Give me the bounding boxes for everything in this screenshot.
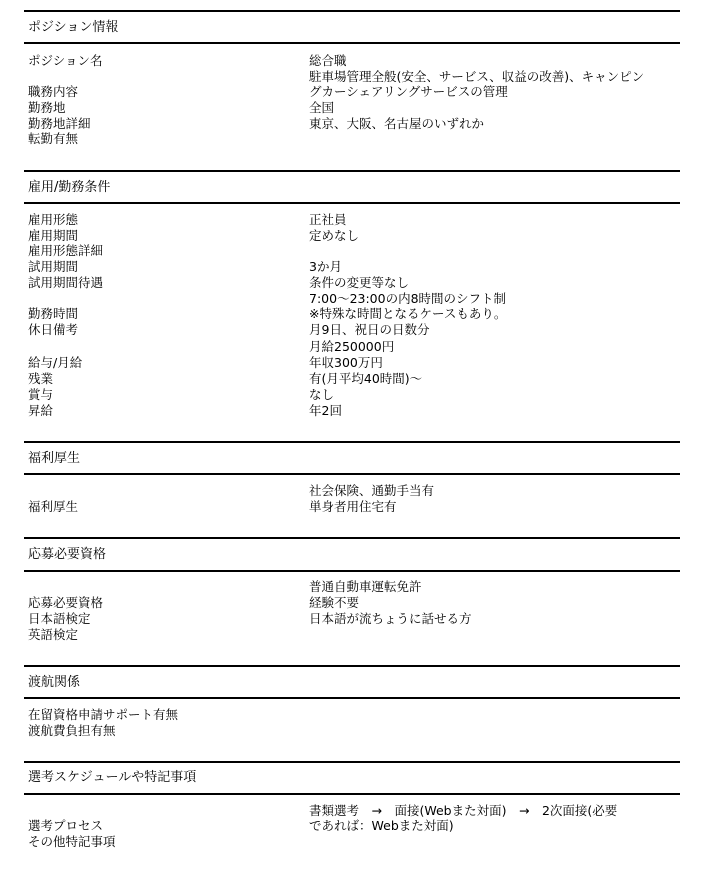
section-divider bbox=[24, 793, 680, 795]
label-work-hours: 勤務時間 bbox=[28, 306, 79, 321]
label-english-test: 英語検定 bbox=[28, 627, 79, 642]
label-employment-type-detail: 雇用形態詳細 bbox=[28, 243, 104, 258]
section-divider bbox=[24, 42, 680, 44]
label-employment-period: 雇用期間 bbox=[28, 228, 79, 243]
label-raise: 昇給 bbox=[28, 403, 54, 418]
section-title-employment: 雇用/勤務条件 bbox=[28, 180, 111, 195]
value-trial-period: 3か月 bbox=[309, 259, 342, 274]
section-divider bbox=[24, 761, 680, 763]
value-experience: 経験不要 bbox=[309, 595, 360, 610]
value-job-description-line2: グカーシェアリングサービスの管理 bbox=[309, 84, 508, 99]
section-title-travel: 渡航関係 bbox=[28, 675, 81, 690]
value-annual-salary: 年収300万円 bbox=[309, 355, 383, 370]
value-employment-type: 正社員 bbox=[309, 212, 347, 227]
value-position-name: 総合職 bbox=[309, 53, 347, 68]
value-holiday-notes: 月9日、祝日の日数分 bbox=[309, 322, 430, 337]
label-trial-treatment: 試用期間待遇 bbox=[28, 275, 104, 290]
section-title-requirements: 応募必要資格 bbox=[28, 547, 107, 562]
value-welfare-line2: 単身者用住宅有 bbox=[309, 499, 397, 514]
label-job-description: 職務内容 bbox=[28, 84, 79, 99]
value-welfare-line1: 社会保険、通勤手当有 bbox=[309, 483, 435, 498]
value-employment-period: 定めなし bbox=[309, 228, 360, 243]
value-raise: 年2回 bbox=[309, 403, 342, 418]
section-divider bbox=[24, 665, 680, 667]
value-bonus: なし bbox=[309, 387, 335, 402]
label-travel-cost: 渡航費負担有無 bbox=[28, 723, 116, 738]
value-work-location: 全国 bbox=[309, 100, 335, 115]
value-trial-treatment: 条件の変更等なし bbox=[309, 275, 410, 290]
section-divider bbox=[24, 441, 680, 443]
label-overtime: 残業 bbox=[28, 371, 54, 386]
section-divider bbox=[24, 570, 680, 572]
value-monthly-salary: 月給250000円 bbox=[309, 339, 395, 354]
label-transfer: 転勤有無 bbox=[28, 131, 79, 146]
section-divider bbox=[24, 697, 680, 699]
value-japanese-ability: 日本語が流ちょうに話せる方 bbox=[309, 611, 472, 626]
value-work-hours: 7:00〜23:00の内8時間のシフト制 bbox=[309, 291, 507, 306]
section-title-position: ポジション情報 bbox=[28, 20, 119, 35]
section-divider bbox=[24, 202, 680, 204]
value-overtime: 有(月平均40時間)〜 bbox=[309, 371, 423, 386]
label-selection-process: 選考プロセス bbox=[28, 818, 104, 833]
section-divider bbox=[24, 473, 680, 475]
label-trial-period: 試用期間 bbox=[28, 259, 79, 274]
value-job-description-line1: 駐車場管理全般(安全、サービス、収益の改善)、キャンピン bbox=[309, 69, 645, 84]
label-visa-support: 在留資格申請サポート有無 bbox=[28, 707, 179, 722]
value-work-hours-note: ※特殊な時間となるケースもあり。 bbox=[309, 306, 507, 321]
section-divider bbox=[24, 10, 680, 12]
label-salary: 給与/月給 bbox=[28, 355, 83, 370]
label-position-name: ポジション名 bbox=[28, 53, 103, 68]
label-japanese-test: 日本語検定 bbox=[28, 611, 91, 626]
section-title-selection: 選考スケジュールや特記事項 bbox=[28, 770, 197, 785]
value-selection-process-line1: 書類選考 → 面接(Webまた対面) → 2次面接(必要 bbox=[309, 803, 618, 818]
value-work-location-detail: 東京、大阪、名古屋のいずれか bbox=[309, 116, 485, 131]
section-title-welfare: 福利厚生 bbox=[28, 451, 81, 466]
label-work-location-detail: 勤務地詳細 bbox=[28, 116, 91, 131]
section-divider bbox=[24, 537, 680, 539]
label-required-qualifications: 応募必要資格 bbox=[28, 595, 104, 610]
value-selection-process-line2: であれば：Webまた対面) bbox=[309, 818, 454, 833]
section-divider bbox=[24, 170, 680, 172]
label-employment-type: 雇用形態 bbox=[28, 212, 79, 227]
label-welfare: 福利厚生 bbox=[28, 499, 79, 514]
label-other-notes: その他特記事項 bbox=[28, 834, 116, 849]
label-bonus: 賞与 bbox=[28, 387, 54, 402]
value-drivers-license: 普通自動車運転免許 bbox=[309, 579, 422, 594]
label-work-location: 勤務地 bbox=[28, 100, 66, 115]
label-holiday-notes: 休日備考 bbox=[28, 322, 79, 337]
